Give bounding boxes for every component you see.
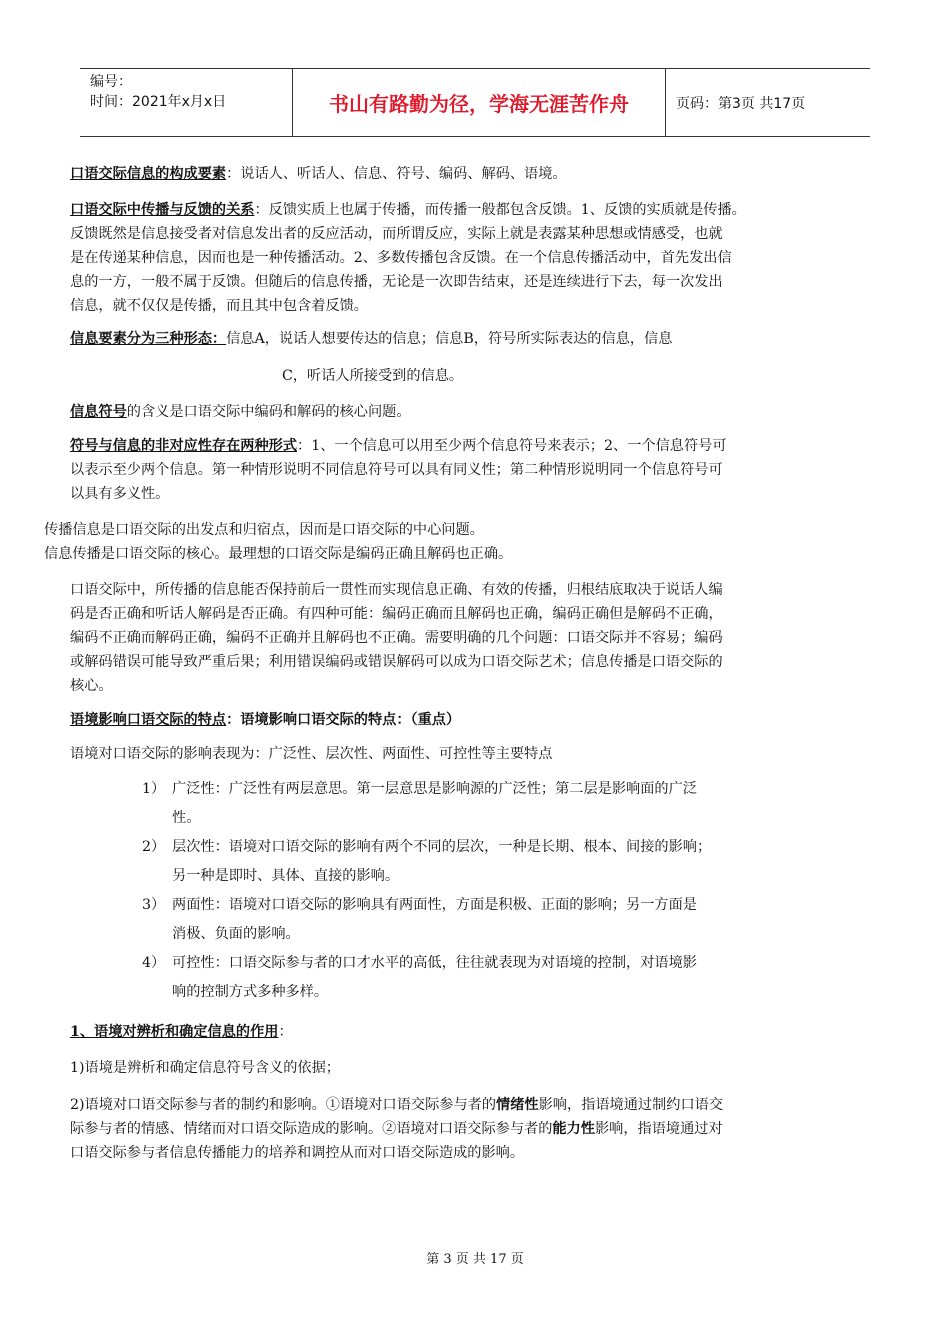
list-item — [142, 949, 822, 1007]
heading-colon: ： — [278, 1024, 293, 1040]
list-text-cont: 另一种是即时、具体、直接的影响。 — [172, 868, 400, 884]
header-meta — [80, 69, 292, 136]
paragraph-elements — [70, 162, 870, 186]
feedback-line-2: 反馈既然是信息接受者对信息发出者的反应活动，而所谓反应，实际上就是表露某种思想或情感受，也就 — [70, 226, 723, 242]
symbols-text: 的含义是口语交际中编码和解码的核心问题。 — [126, 404, 411, 420]
constraints-text-d: 际参与者的情感、情绪而对口语交际造成的影响。②语境对口语交际参与者的 — [70, 1121, 553, 1137]
three-forms-line-1: 信息A，说话人想要传达的信息；信息B，符号所实际表达的信息，信息 — [226, 331, 673, 347]
coding-line-2: 码是否正确和听话人解码是否正确。有四种可能：编码正确而且解码也正确，编码正确但是解码不正确， — [70, 606, 723, 622]
constraints-text-f: 口语交际参与者信息传播能力的培养和调控从而对口语交际造成的影响。 — [70, 1145, 525, 1161]
center-line-1: 传播信息是口语交际的出发点和归宿点，因而是口语交际的中心问题。 — [44, 522, 484, 538]
list-item — [142, 891, 822, 949]
heading-symbols: 信息符号 — [70, 404, 127, 420]
paragraph-feedback — [70, 198, 870, 318]
feedback-line-5: 信息，就不仅仅是传播，而且其中包含着反馈。 — [70, 298, 368, 314]
heading-elements: 口语交际信息的构成要素 — [70, 166, 227, 182]
list-number: 1） — [142, 781, 166, 797]
constraints-text-c: 影响，指语境通过制约口语交 — [538, 1097, 724, 1113]
list-number: 2） — [142, 839, 166, 855]
noncorr-line-3: 以具有多义性。 — [70, 486, 170, 502]
paragraph-context-features — [70, 708, 870, 732]
heading-context-features: 语境影响口语交际的特点 — [70, 712, 227, 728]
list-text-cont: 性。 — [172, 810, 201, 826]
feedback-line-3: 是在传递某种信息，因而也是一种传播活动。2、多数传播包含反馈。在一个信息传播活动中，首先发出信 — [70, 250, 732, 266]
list-item — [142, 775, 822, 833]
heading-feedback: 口语交际中传播与反馈的关系 — [70, 202, 255, 218]
list-text-cont: 响的控制方式多种多样。 — [172, 984, 329, 1000]
center-line-2: 信息传播是口语交际的核心。最理想的口语交际是编码正确且解码也正确。 — [44, 546, 513, 562]
paragraph-symbols — [70, 400, 870, 424]
page-footer: 第 3 页 共 17 页 — [426, 1252, 524, 1267]
heading-context-role: 1、语境对辨析和确定信息的作用 — [70, 1024, 279, 1040]
header-page-info: 页码：第3页 共17页 — [676, 95, 806, 112]
context-features-text: ：语境影响口语交际的特点：（重点） — [226, 712, 461, 728]
list-item — [142, 833, 822, 891]
three-forms-line-2: C，听话人所接受到的信息。 — [282, 368, 464, 384]
list-text: 可控性：口语交际参与者的口才水平的高低，往往就表现为对语境的控制，对语境影 — [172, 955, 697, 971]
constraints-text-a: 2)语境对口语交际参与者的制约和影响。①语境对口语交际参与者的 — [70, 1097, 497, 1113]
time-label: 时间：2021年x月x日 — [90, 94, 227, 110]
list-text: 广泛性：广泛性有两层意思。第一层意思是影响源的广泛性；第二层是影响面的广泛 — [172, 781, 697, 797]
list-text: 层次性：语境对口语交际的影响有两个不同的层次，一种是长期、根本、间接的影响； — [172, 839, 712, 855]
emphasis-ability: 能力性 — [552, 1121, 595, 1137]
paragraph-constraints — [70, 1093, 870, 1165]
feedback-line-1: ：反馈实质上也属于传播，而传播一般都包含反馈。1、反馈的实质就是传播。 — [254, 202, 746, 218]
text-elements: ：说话人、听话人、信息、符号、编码、解码、语境。 — [226, 166, 567, 182]
heading-noncorrespondence: 符号与信息的非对应性存在两种形式 — [70, 438, 298, 454]
noncorr-line-1: ：1、一个信息可以用至少两个信息符号来表示；2、一个信息符号可 — [297, 438, 727, 454]
heading-three-forms: 信息要素分为三种形态： — [70, 331, 227, 347]
noncorr-line-2: 以表示至少两个信息。第一种情形说明不同信息符号可以具有同义性；第二种情形说明同一个信息符号可 — [70, 462, 723, 478]
emphasis-emotion: 情绪性 — [496, 1097, 539, 1113]
coding-line-4: 或解码错误可能导致严重后果；利用错误编码或错误解码可以成为口语交际艺术；信息传播是口语交际的 — [70, 654, 723, 670]
feedback-line-4: 息的一方，一般不属于反馈。但随后的信息传播，无论是一次即告结束，还是连续进行下去，每一次发出 — [70, 274, 723, 290]
list-text: 两面性：语境对口语交际的影响具有两面性，方面是积极、正面的影响；另一方面是 — [172, 897, 697, 913]
header-motto: 书山有路勤为径，学海无涯苦作舟 — [292, 69, 666, 136]
coding-line-1: 口语交际中，所传播的信息能否保持前后一贯性而实现信息正确、有效的传播，归根结底取决于说话人编 — [70, 582, 723, 598]
page-header — [80, 68, 870, 137]
coding-line-3: 编码不正确而解码正确，编码不正确并且解码也不正确。需要明确的几个问题：口语交际并不容易；编码 — [70, 630, 723, 646]
coding-line-5: 核心。 — [70, 678, 113, 694]
constraints-text-e: 影响，指语境通过对 — [594, 1121, 723, 1137]
paragraph-three-forms — [70, 327, 870, 351]
list-text-cont: 消极、负面的影响。 — [172, 926, 300, 942]
list-number: 3） — [142, 897, 166, 913]
context-intro: 语境对口语交际的影响表现为：广泛性、层次性、两面性、可控性等主要特点 — [70, 746, 553, 762]
list-number: 4） — [142, 955, 166, 971]
number-label: 编号： — [90, 74, 132, 90]
section-heading — [70, 1020, 870, 1044]
paragraph-center — [44, 518, 844, 566]
paragraph-coding — [70, 578, 870, 698]
paragraph-noncorrespondence — [70, 434, 870, 506]
paragraph-basis: 1)语境是辨析和确定信息符号含义的依据； — [70, 1060, 340, 1076]
